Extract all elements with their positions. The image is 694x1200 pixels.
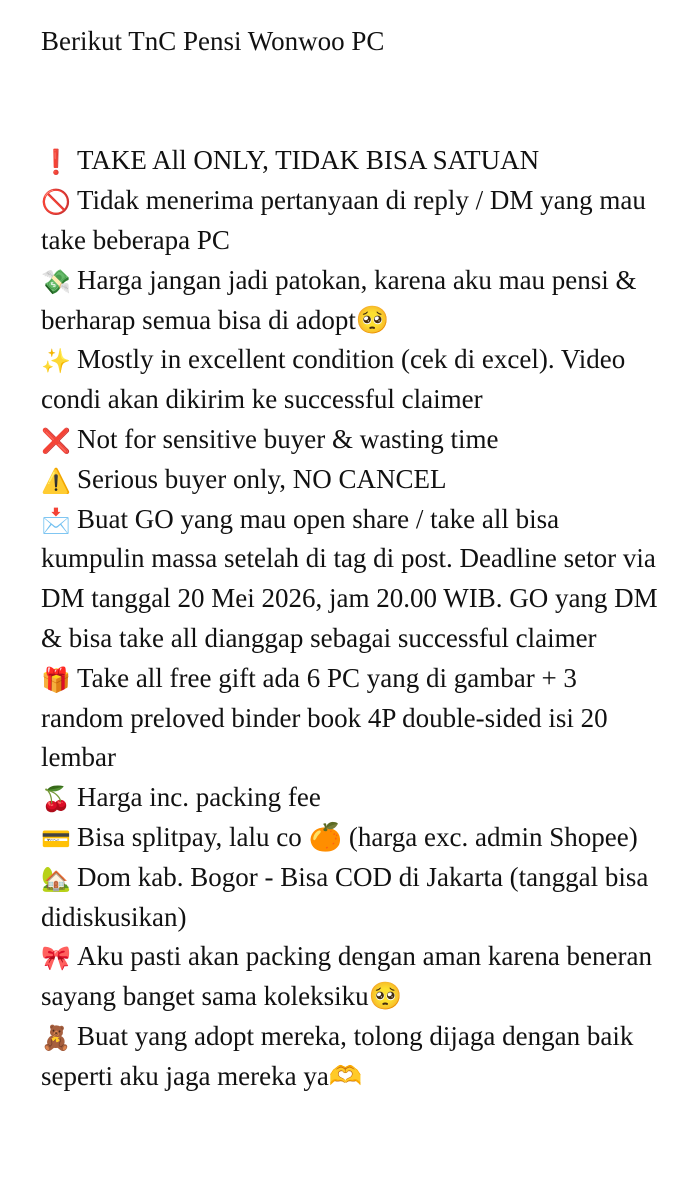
tnc-item (41, 500, 661, 659)
tnc-item-text: Buat yang adopt mereka, tolong dijaga dengan baik seperti aku jaga mereka ya🫶 (41, 1020, 634, 1091)
tnc-item (41, 460, 661, 500)
warning-icon: ⚠️ (41, 466, 71, 495)
envelope-arrow-icon: 📩 (41, 506, 71, 535)
tnc-item-text: Take all free gift ada 6 PC yang di gambar + 3 random preloved binder book 4P double-sided isi 20 lembar (41, 662, 608, 773)
tnc-item (41, 1017, 661, 1097)
tnc-item-text: Harga jangan jadi patokan, karena aku mau pensi & berharap semua bisa di adopt🥺 (41, 264, 637, 335)
tnc-item (41, 261, 661, 341)
tnc-item (41, 858, 661, 938)
tnc-list (41, 141, 661, 1096)
tnc-item (41, 141, 661, 181)
teddy-bear-icon: 🧸 (41, 1023, 71, 1052)
tnc-item-text: Harga inc. packing fee (77, 782, 321, 813)
tnc-item (41, 778, 661, 818)
ribbon-icon: 🎀 (41, 944, 71, 973)
tnc-item (41, 818, 661, 858)
prohibited-icon: 🚫 (41, 188, 71, 217)
gift-icon: 🎁 (41, 665, 71, 694)
tnc-item (41, 659, 661, 778)
house-icon: 🏡 (41, 864, 71, 893)
tnc-item-text: Aku pasti akan packing dengan aman karena beneran sayang banget sama koleksiku🥺 (41, 941, 653, 1012)
sparkles-icon: ✨ (41, 347, 71, 376)
tnc-item (41, 937, 661, 1017)
tnc-item-text: Mostly in excellent condition (cek di excel). Video condi akan dikirim ke successful claimer (41, 344, 626, 415)
exclamation-icon: ❗ (41, 148, 71, 177)
tnc-item-text: Serious buyer only, NO CANCEL (77, 463, 447, 494)
cherries-icon: 🍒 (41, 785, 71, 814)
tnc-item (41, 181, 661, 261)
note-title: Berikut TnC Pensi Wonwoo PC (41, 26, 385, 56)
money-wings-icon: 💸 (41, 267, 71, 296)
credit-card-icon: 💳 (41, 824, 71, 853)
note-body (41, 22, 661, 1097)
cross-mark-icon: ❌ (41, 426, 71, 455)
tnc-item-text: TAKE All ONLY, TIDAK BISA SATUAN (77, 145, 540, 176)
tnc-item (41, 340, 661, 420)
tnc-item-text: Tidak menerima pertanyaan di reply / DM yang mau take beberapa PC (41, 185, 646, 255)
tnc-item-text: Bisa splitpay, lalu co 🍊 (harga exc. admin Shopee) (77, 821, 638, 852)
tnc-item (41, 420, 661, 460)
blank-lines (41, 62, 661, 142)
tnc-item-text: Not for sensitive buyer & wasting time (77, 423, 499, 454)
tnc-item-text: Dom kab. Bogor - Bisa COD di Jakarta (tanggal bisa didiskusikan) (41, 861, 649, 932)
tnc-item-text: Buat GO yang mau open share / take all bisa kumpulin massa setelah di tag di post. Deadline setor via DM tanggal 20 Mei 2026, jam 20.00 WIB. GO yang DM & bisa take all dianggap sebagai successful claimer (41, 503, 658, 653)
